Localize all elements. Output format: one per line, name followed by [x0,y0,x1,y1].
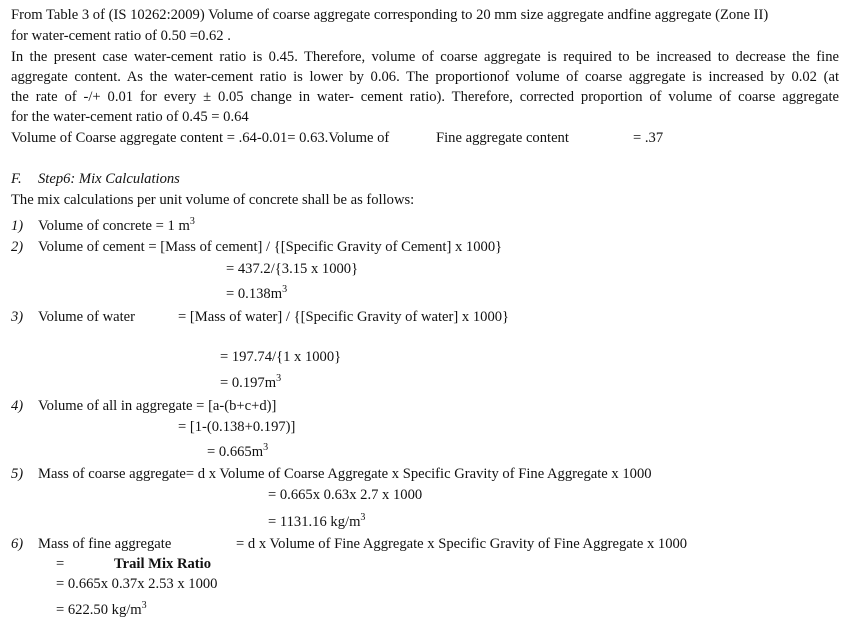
step-5-calc-1: = 0.665x 0.63x 2.7 x 1000 [268,487,423,503]
step-1-text: Volume of concrete = 1 $m^3$ [38,216,195,234]
step-2-text: Volume of cement = [Mass of cement] / {[Specific Gravity of Cement] x 1000} [38,239,503,255]
intro-line-2: for water-cement ratio of 0.50 =0.62 . [11,28,231,44]
step-3-calc-2: = $0.197m^3$ [220,373,282,391]
step-3-calc-1: = 197.74/{1 x 1000} [220,349,342,365]
volume-fine-value: = .37 [633,130,664,146]
step-4-calc-1: = [1-(0.138+0.197)] [178,419,296,435]
paragraph-line-1: In the present case water-cement ratio is 0.45. Therefore, volume of coarse aggregate is required to be increased to decrease the fine [11,49,839,65]
paragraph-line-3: the rate of -/+ 0.01 for every ± 0.05 change in water- cement ratio). Therefore, corrected proportion of volume of coarse aggregate [11,89,839,105]
step-3-label: Volume of water [38,309,135,325]
step-2-calc-2: = $0.138m^3$ [226,284,288,302]
step-number: 2) [11,239,24,255]
step-number: 6) [11,536,24,552]
section-title: Step6: Mix Calculations [38,171,180,187]
step-5-calc-2: = 1131.16 $kg/m^3$ [268,512,366,530]
step-6-calc-2: = 622.50 $kg/m^3$ [56,600,147,618]
paragraph-line-4: for the water-cement ratio of 0.45 = 0.64 [11,109,249,125]
volume-coarse-line: Volume of Coarse aggregate content = .64-0.01= 0.63.Volume of [11,130,390,146]
step-2-calc-1: = 437.2/{3.15 x 1000} [226,261,359,277]
paragraph-line-2: aggregate content. As the water-cement ratio is lower by 0.06. The proportionof volume of coarse aggregate is increased by 0.02 (at [11,69,839,85]
step-number: 5) [11,466,24,482]
step-number: 3) [11,309,24,325]
section-letter: F. [11,171,22,187]
step-5-text: Mass of coarse aggregate= d x Volume of Coarse Aggregate x Specific Gravity of Fine Aggregate x 1000 [38,466,652,482]
step-4-text: Volume of all in aggregate = [a-(b+c+d)] [38,398,277,414]
step-number: 4) [11,398,24,414]
step-6-label: Mass of fine aggregate [38,536,172,552]
volume-fine-label: Fine aggregate content [436,130,569,146]
trail-mix-ratio-heading: Trail Mix Ratio [114,556,212,572]
section-intro: The mix calculations per unit volume of concrete shall be as follows: [11,192,415,208]
step-6-formula: = d x Volume of Fine Aggregate x Specific Gravity of Fine Aggregate x 1000 [236,536,688,552]
intro-line-1: From Table 3 of (IS 10262:2009) Volume of coarse aggregate corresponding to 20 mm size aggregate andfine aggregate (Zone II) [11,7,769,23]
step-6-equals: = [56,556,65,572]
step-6-calc-1: = 0.665x 0.37x 2.53 x 1000 [56,576,218,592]
step-3-formula: = [Mass of water] / {[Specific Gravity of water] x 1000} [178,309,510,325]
step-4-calc-2: = $0.665m^3$ [207,442,269,460]
step-number: 1) [11,218,24,234]
